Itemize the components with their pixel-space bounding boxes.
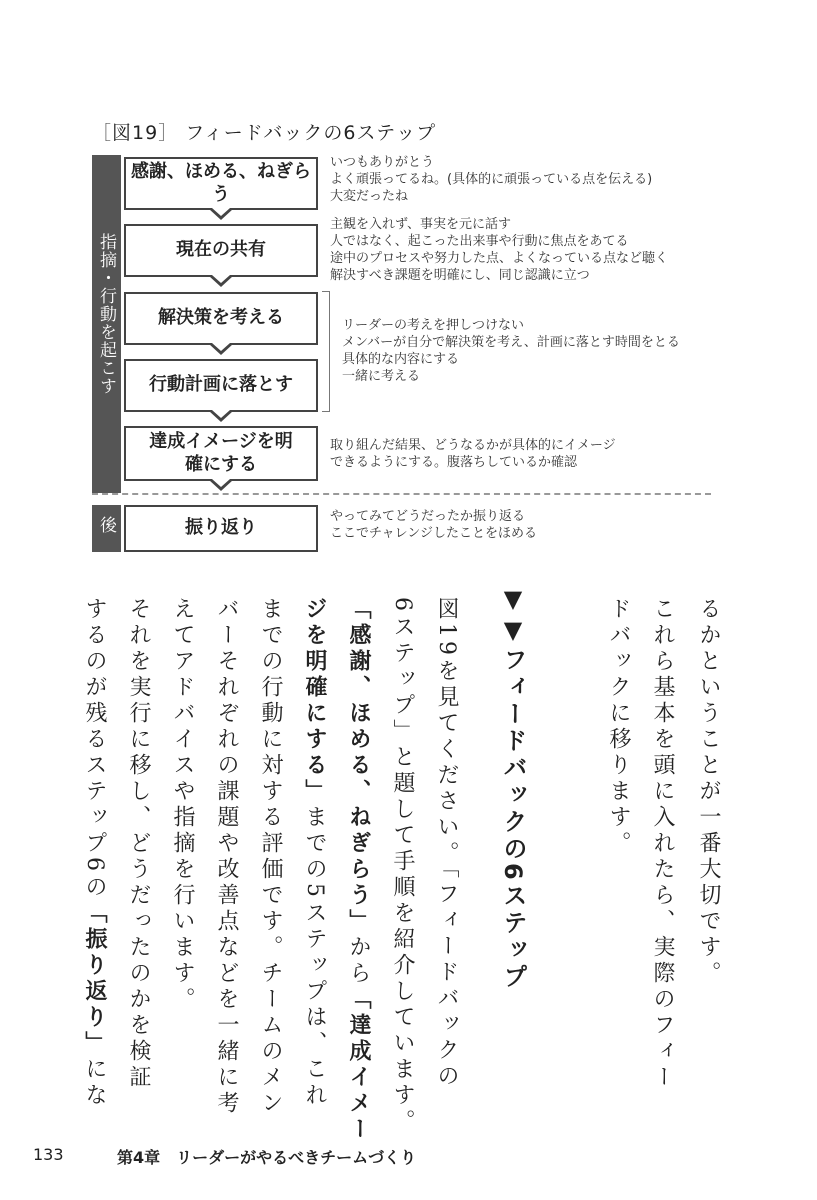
desc-line: 大変だったね	[330, 189, 409, 204]
chapter-title: 第4章 リーダーがやるべきチームづくり	[117, 1148, 417, 1167]
sidebar-after-label: 後	[96, 516, 116, 534]
dashed-divider	[92, 493, 711, 495]
step-6-box	[124, 505, 318, 552]
text-segment: までの5ステップは、これ	[302, 805, 327, 1109]
desc-line: 途中のプロセスや努力した点、よくなっている点など聴く	[330, 251, 669, 266]
desc-steps-3-4	[342, 317, 680, 385]
page-number: 133	[33, 1145, 64, 1164]
figure-title	[92, 118, 436, 145]
body-line-10: バーそれぞれの課題や改善点などを一緒に考	[214, 597, 239, 1117]
step-2-box	[124, 224, 318, 277]
desc-step-1	[330, 154, 652, 205]
step-1-box	[124, 157, 318, 210]
body-line-9: までの行動に対する評価です。チームのメン	[258, 597, 283, 1117]
arrow-5-inner	[212, 479, 230, 487]
body-line-2: これら基本を頭に入れたら、実際のフィー	[650, 597, 675, 1091]
text-segment: するのが残るステップ6の	[82, 597, 107, 901]
desc-line: いつもありがとう	[330, 155, 435, 170]
figure-number: 図19	[112, 122, 159, 144]
body-line-8	[300, 597, 328, 1109]
desc-line: 取り組んだ結果、どうなるかが具体的にイメージ	[330, 438, 616, 453]
desc-line: ここでチャレンジしたことをほめる	[330, 526, 537, 541]
desc-line: よく頑張ってるね。(具体的に頑張っている点を伝える)	[330, 172, 653, 187]
text-segment: から	[346, 935, 371, 987]
desc-line: 一緒に考える	[342, 369, 421, 384]
bold-step-5-start: 「達成イメー	[346, 987, 371, 1143]
desc-step-5	[330, 437, 616, 471]
bracket-close: ］	[158, 122, 179, 144]
bold-step-5-end: ジを明確にする」	[302, 597, 327, 805]
desc-line: できるようにする。腹落ちしているか確認	[330, 455, 578, 470]
body-line-7	[344, 597, 372, 1143]
desc-line: 具体的な内容にする	[342, 352, 460, 367]
heading-mark: ▼▼	[499, 585, 527, 647]
arrow-4-inner	[212, 410, 230, 418]
step-5-label: 達成イメージを明確にする	[149, 431, 293, 475]
desc-line: メンバーが自分で解決策を考え、計画に落とす時間をとる	[342, 335, 680, 350]
sidebar-after	[92, 505, 121, 552]
figure-title-text: フィードバックの6ステップ	[185, 122, 437, 144]
bracket-open: ［	[92, 122, 113, 144]
sidebar-main	[92, 155, 121, 493]
step-3-box	[124, 292, 318, 345]
bold-step-6: 「振り返り」	[82, 901, 107, 1057]
steps-3-4-bracket	[322, 291, 330, 412]
body-line-12: それを実行に移し、どうだったのかを検証	[126, 597, 151, 1091]
bold-step-1: 「感謝、ほめる、ねぎらう」	[346, 597, 371, 935]
desc-line: 人ではなく、起こった出来事や行動に焦点をあてる	[330, 234, 629, 249]
step-4-box	[124, 359, 318, 412]
heading-text: フィードバックの6ステップ	[499, 647, 527, 991]
sidebar-main-label: 指摘・行動を起こす	[96, 233, 116, 395]
desc-line: やってみてどうだったか振り返る	[330, 509, 526, 524]
body-line-6: 6ステップ」と題して手順を紹介しています。	[390, 597, 415, 1135]
step-2-label: 現在の共有	[176, 239, 266, 261]
step-1-label: 感謝、ほめる、ねぎらう	[131, 161, 311, 205]
arrow-2-inner	[212, 275, 230, 283]
desc-line: 主観を入れず、事実を元に話す	[330, 217, 511, 232]
body-line-1: るかということが一番大切です。	[696, 597, 721, 987]
body-line-5: 図19を見てください。「フィードバックの	[434, 597, 459, 1090]
desc-step-6	[330, 508, 537, 542]
desc-line: 解決すべき課題を明確にし、同じ認識に立つ	[330, 268, 590, 283]
step-3-label: 解決策を考える	[158, 307, 284, 329]
desc-line: リーダーの考えを押しつけない	[342, 318, 525, 333]
step-4-label: 行動計画に落とす	[149, 374, 293, 396]
step-5-box	[124, 426, 318, 481]
arrow-3-inner	[212, 343, 230, 351]
body-line-3: ドバックに移ります。	[606, 597, 631, 857]
section-heading	[496, 585, 531, 991]
body-line-13	[80, 597, 108, 1109]
body-line-11: えてアドバイスや指摘を行います。	[170, 597, 195, 1013]
desc-step-2	[330, 216, 668, 284]
step-6-label: 振り返り	[185, 517, 257, 539]
text-segment: にな	[82, 1057, 107, 1109]
arrow-1-inner	[212, 208, 230, 216]
